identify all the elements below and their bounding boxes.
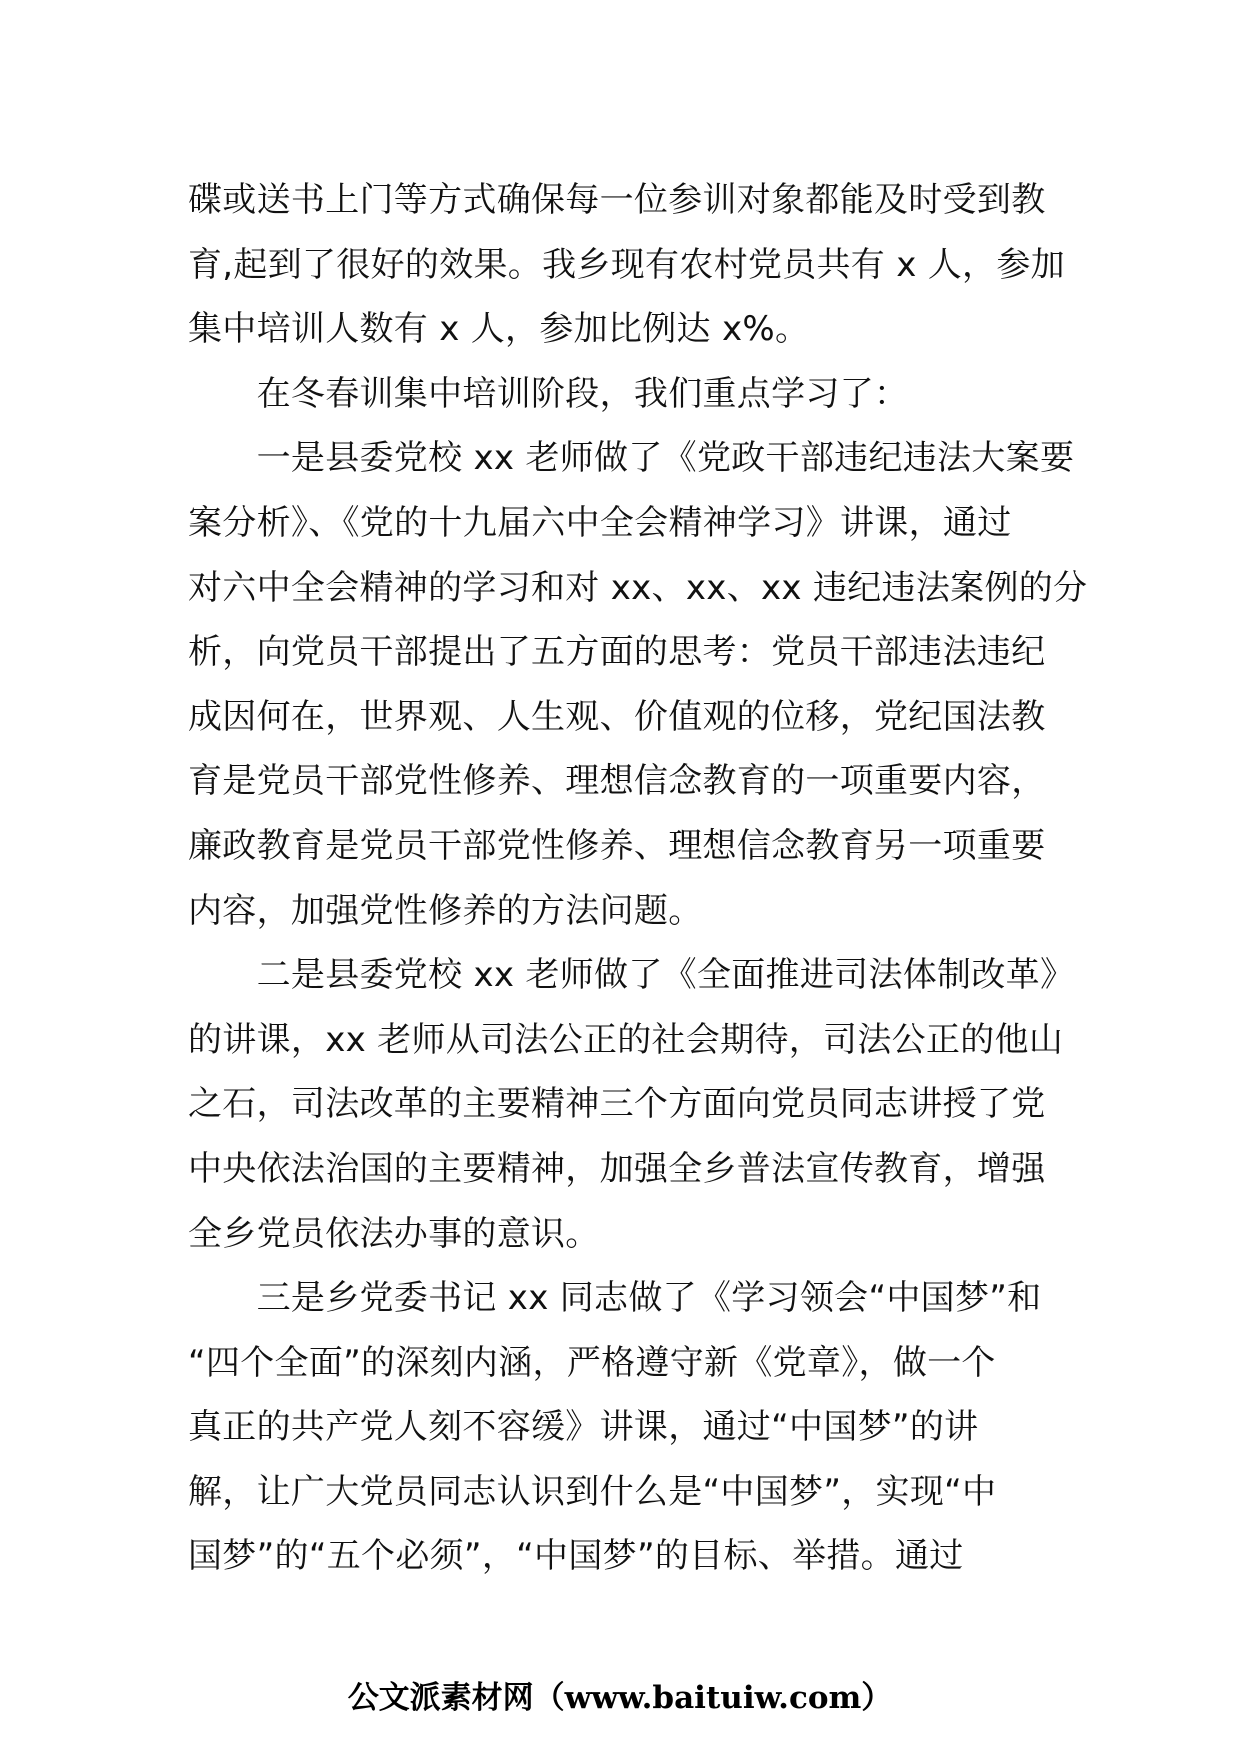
- text-line: 真正的共产党人刻不容缓》讲课，通过“中国梦”的讲: [188, 1407, 979, 1448]
- text-line: 全乡党员依法办事的意识。: [188, 1213, 600, 1254]
- text-line: 一是县委党校 xx 老师做了《党政干部违纪违法大案要: [188, 438, 1075, 479]
- text-line: 育是党员干部党性修养、理想信念教育的一项重要内容，: [188, 761, 1046, 802]
- text-line: 育,起到了很好的效果。我乡现有农村党员共有 x 人，参加: [188, 244, 1065, 285]
- footer-watermark: 公文派素材网（www.baituiw.com）: [347, 1680, 893, 1716]
- text-line: 集中培训人数有 x 人，参加比例达 x%。: [188, 309, 810, 350]
- text-line: 二是县委党校 xx 老师做了《全面推进司法体制改革》: [188, 955, 1075, 996]
- text-line: 廉政教育是党员干部党性修养、理想信念教育另一项重要: [188, 825, 1046, 866]
- text-line: 解，让广大党员同志认识到什么是“中国梦”，实现“中: [188, 1471, 997, 1512]
- text-line: 对六中全会精神的学习和对 xx、xx、xx 违纪违法案例的分: [188, 567, 1088, 608]
- text-line: 在冬春训集中培训阶段，我们重点学习了：: [188, 373, 909, 414]
- text-line: 国梦”的“五个必须”，“中国梦”的目标、举措。通过: [188, 1536, 964, 1577]
- text-line: 析，向党员干部提出了五方面的思考：党员干部违法违纪: [188, 632, 1046, 673]
- text-line: 碟或送书上门等方式确保每一位参训对象都能及时受到教: [188, 180, 1046, 220]
- text-line: 三是乡党委书记 xx 同志做了《学习领会“中国梦”和: [188, 1278, 1042, 1319]
- text-line: 案分析》、《党的十九届六中全会精神学习》讲课，通过: [188, 502, 1012, 543]
- text-line: 的讲课，xx 老师从司法公正的社会期待，司法公正的他山: [188, 1019, 1064, 1060]
- text-line: 内容，加强党性修养的方法问题。: [188, 890, 703, 931]
- body-text: [188, 168, 1088, 1589]
- text-line: “四个全面”的深刻内涵，严格遵守新《党章》，做一个: [188, 1342, 996, 1383]
- text-line: 中央依法治国的主要精神，加强全乡普法宣传教育，增强: [188, 1148, 1046, 1189]
- text-line: 之石，司法改革的主要精神三个方面向党员同志讲授了党: [188, 1084, 1046, 1125]
- text-line: 成因何在，世界观、人生观、价值观的位移，党纪国法教: [188, 696, 1046, 737]
